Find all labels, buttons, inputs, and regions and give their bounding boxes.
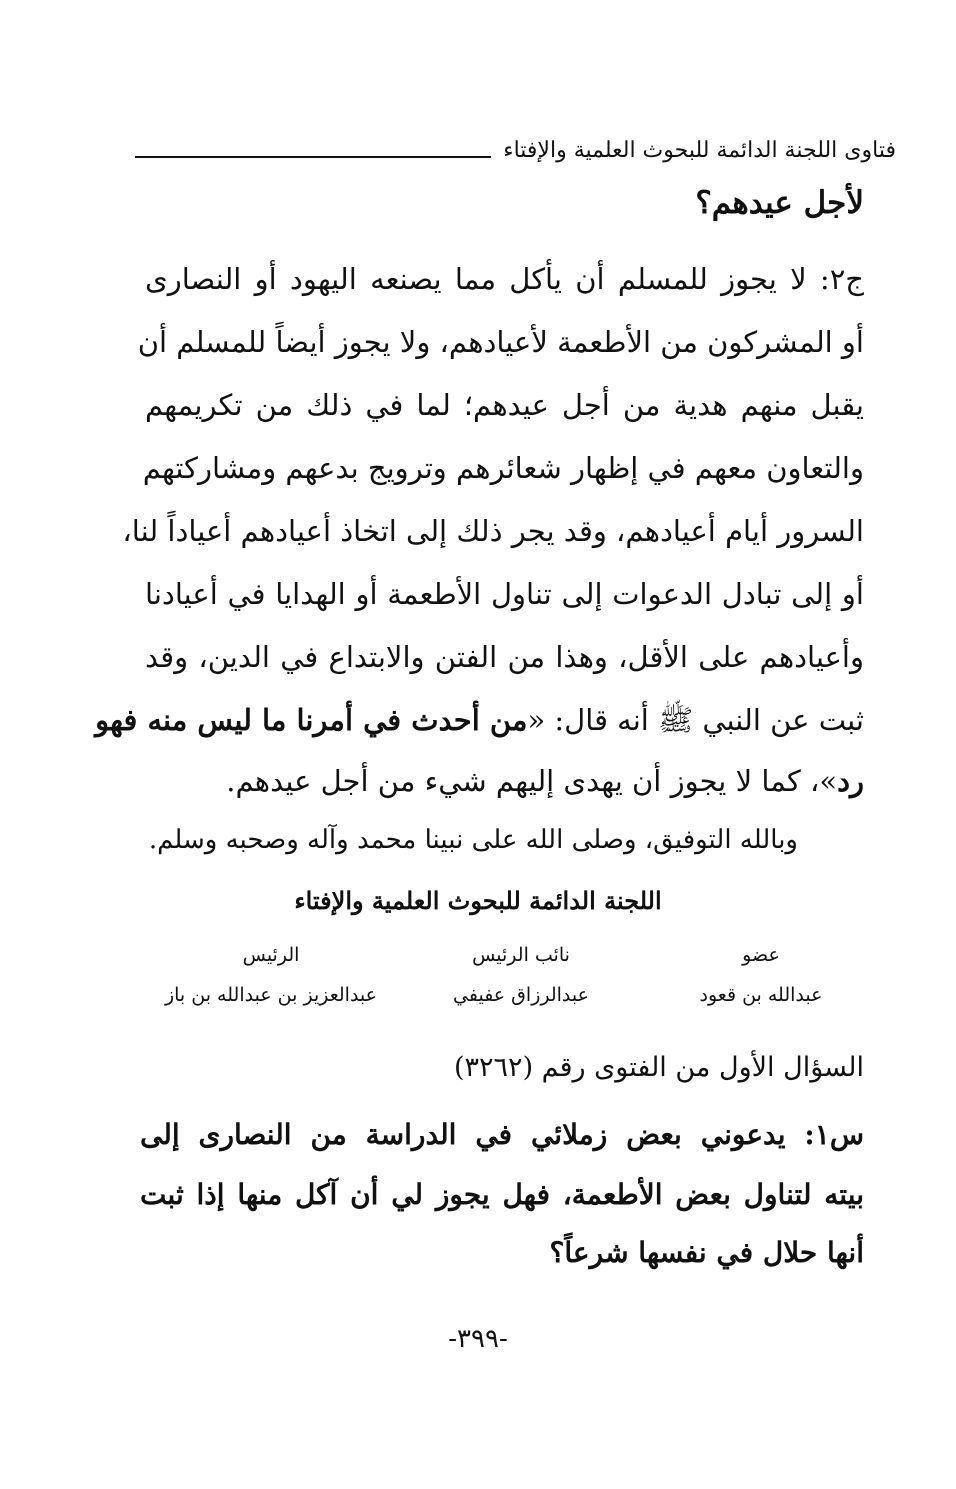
question-end: لأجل عيدهم؟ xyxy=(695,185,864,221)
signatory-role-vice-president: نائب الرئيس xyxy=(472,944,570,966)
header-rule xyxy=(135,156,491,158)
signatory-role-member: عضو xyxy=(742,944,780,966)
answer-line-7: وأعيادهم على الأقل، وهذا من الفتن والابتداع في الدين، وقد xyxy=(145,640,864,674)
signatory-name-member: عبدالله بن قعود xyxy=(699,984,823,1006)
answer-line-8 xyxy=(95,703,864,745)
answer-line-5: السرور أيام أعيادهم، وقد يجر ذلك إلى اتخاذ أعيادهم أعياداً لنا، xyxy=(122,514,864,548)
fatwa-number: السؤال الأول من الفتوى رقم (٣٢٦٢) xyxy=(454,1052,864,1083)
answer-line-4: والتعاون معهم في إظهار شعائرهم وترويج بدعهم ومشاركتهم xyxy=(142,451,864,485)
answer-line-3: يقبل منهم هدية من أجل عيدهم؛ لما في ذلك من تكريمهم xyxy=(145,388,864,422)
header-title: فتاوى اللجنة الدائمة للبحوث العلمية والإفتاء xyxy=(503,137,896,163)
question2-line-3: أنها حلال في نفسها شرعاً؟ xyxy=(549,1236,864,1269)
signatory-role-president: الرئيس xyxy=(242,944,300,966)
hadith-quote-start: من أحدث في أمرنا ما ليس منه فهو xyxy=(95,703,528,737)
answer-line-9 xyxy=(145,764,864,798)
closing-prayer: وبالله التوفيق، وصلى الله على نبينا محمد وآله وصحبه وسلم. xyxy=(148,825,798,855)
signatory-name-vice-president: عبدالرزاق عفيفي xyxy=(453,984,589,1006)
answer-line-8-plain: ثبت عن النبي ﷺ أنه قال: « xyxy=(527,703,864,737)
answer-line-2: أو المشركون من الأطعمة لأعيادهم، ولا يجوز أيضاً للمسلم أن xyxy=(137,325,864,359)
question2-line-2: بيته لتناول بعض الأطعمة، فهل يجوز لي أن آكل منها إذا ثبت xyxy=(140,1178,864,1211)
running-header xyxy=(135,130,896,170)
hadith-quote-end: رد xyxy=(837,764,864,798)
page-number: -٣٩٩- xyxy=(448,1324,508,1354)
answer-line-9-plain: »، كما لا يجوز أن يهدى إليهم شيء من أجل عيدهم. xyxy=(226,764,838,798)
answer-line-1: ج٢: لا يجوز للمسلم أن يأكل مما يصنعه اليهود أو النصارى xyxy=(145,262,864,296)
answer-line-6: أو إلى تبادل الدعوات إلى تناول الأطعمة أو الهدايا في أعيادنا xyxy=(145,577,864,611)
committee-name: اللجنة الدائمة للبحوث العلمية والإفتاء xyxy=(294,886,662,915)
signatory-name-president: عبدالعزيز بن عبدالله بن باز xyxy=(164,984,378,1006)
question2-line-1: س١: يدعوني بعض زملائي في الدراسة من النصارى إلى xyxy=(140,1118,864,1151)
